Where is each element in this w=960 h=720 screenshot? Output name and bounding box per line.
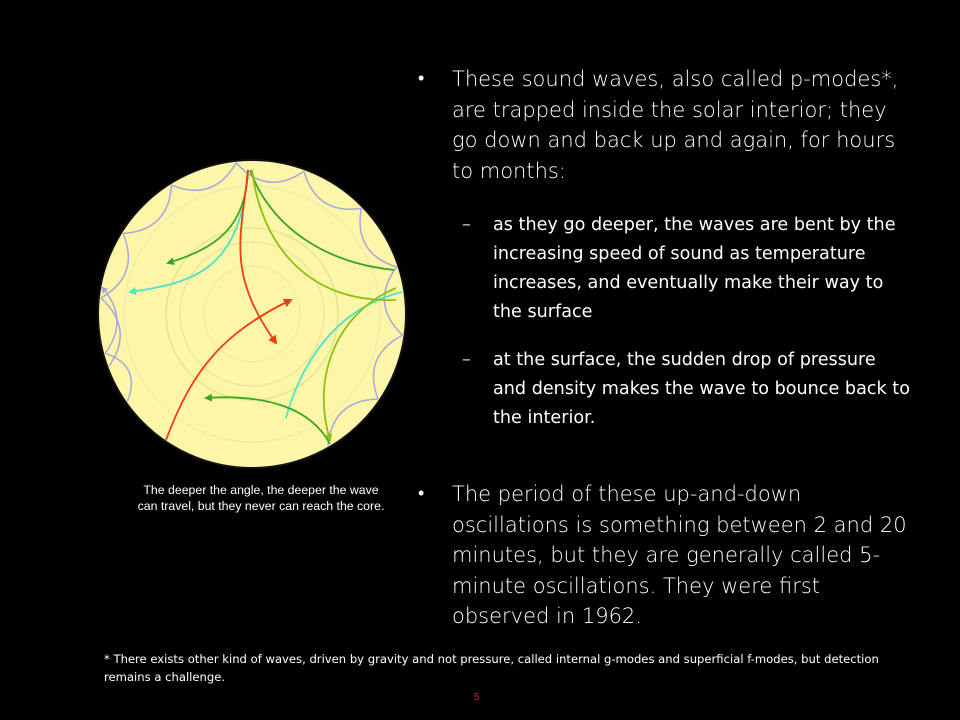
subbullet-bounce <box>410 346 910 433</box>
bullet-period <box>410 479 910 632</box>
subbullet-text: as they go deeper, the waves are bent by the increasing speed of sound as temperature increases, and eventually make their way to the surface <box>493 215 896 322</box>
bullet-block-2 <box>410 479 910 632</box>
footnote: * There exists other kind of waves, driven by gravity and not pressure, called internal g-modes and superficial f-modes, but detection remains a challenge. <box>104 652 879 684</box>
sun-diagram-svg <box>96 158 408 470</box>
subbullet-block-2 <box>410 346 910 433</box>
subbullet-bending <box>410 211 910 327</box>
bullet-marker: • <box>418 68 425 89</box>
bullet-p-modes <box>410 64 910 186</box>
sun-disk <box>98 160 406 468</box>
bullet-block-1 <box>410 64 910 186</box>
diagram-caption: The deeper the angle, the deeper the wave can travel, but they never can reach the core. <box>137 483 385 513</box>
bullet-text: The period of these up-and-down oscillations is something between 2 and 20 minutes, but they are generally called 5-minute oscillations. They were first observed in 1962. <box>452 482 907 628</box>
bullet-marker: • <box>418 483 425 504</box>
subbullet-text: at the surface, the sudden drop of pressure and density makes the wave to bounce back to the interior. <box>493 350 910 428</box>
solar-interior-diagram <box>96 158 408 470</box>
subbullet-marker: – <box>462 215 471 235</box>
subbullet-marker: – <box>462 350 471 370</box>
bullet-text: These sound waves, also called p-modes*, are trapped inside the solar interior; they go down and back up and again, for hours to months: <box>452 67 899 183</box>
page-number: 5 <box>474 692 480 703</box>
subbullet-block-1 <box>410 211 910 327</box>
